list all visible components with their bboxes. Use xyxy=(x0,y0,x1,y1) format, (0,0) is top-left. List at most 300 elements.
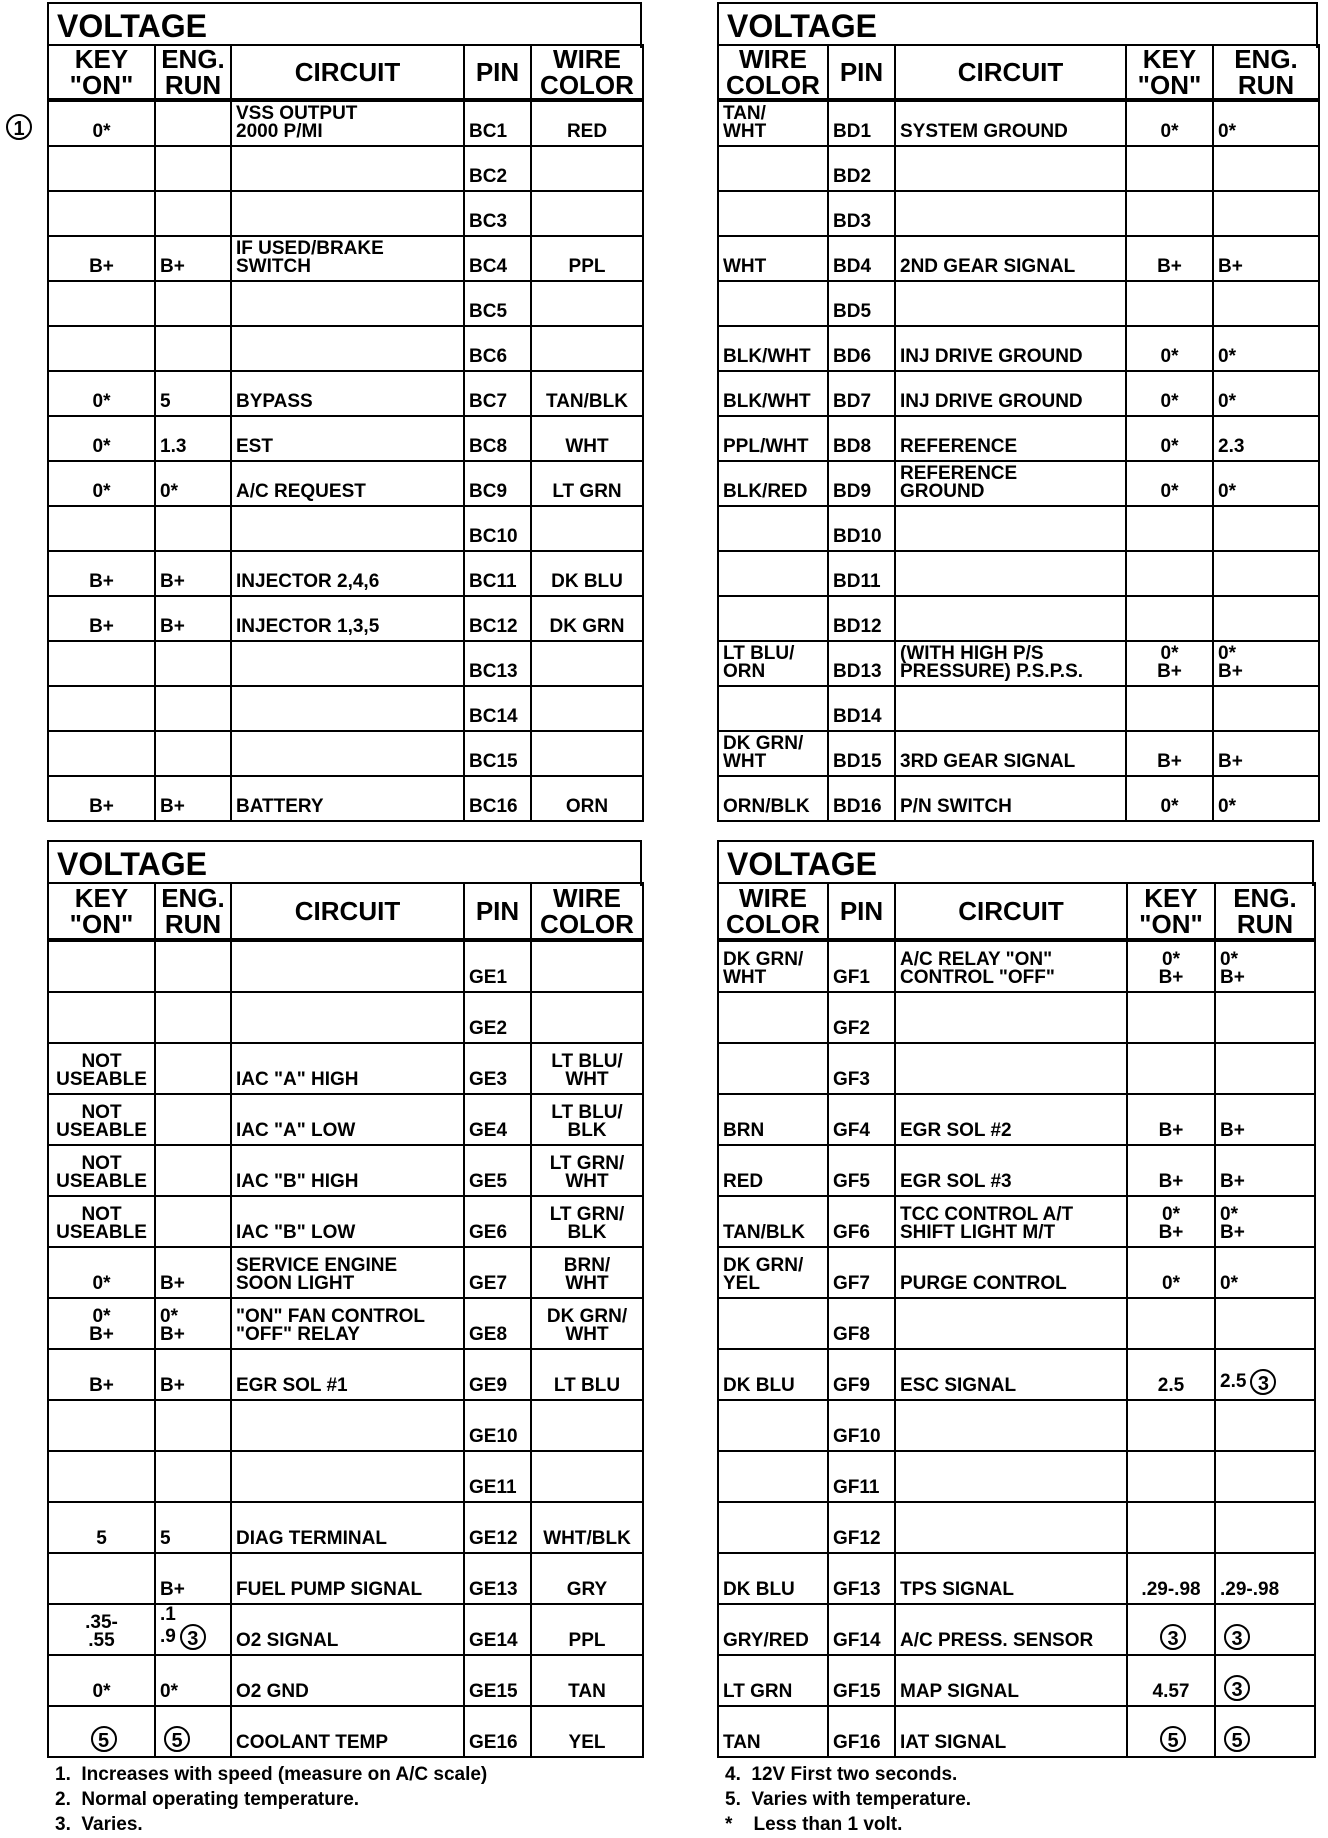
eng-run-cell xyxy=(1213,326,1319,371)
circuit-cell xyxy=(895,1247,1127,1298)
wire-color-cell xyxy=(718,281,828,326)
wire-color-cell xyxy=(718,551,828,596)
wire-color-cell xyxy=(718,1349,828,1400)
key-on-cell-text: B+ xyxy=(1158,1171,1184,1192)
key-on-cell-text: 0* B+ xyxy=(1157,643,1182,682)
pin-cell-text: GF11 xyxy=(833,1477,880,1498)
table-row xyxy=(718,1706,1315,1757)
circuit-cell-text: INJECTOR 2,4,6 xyxy=(236,571,380,592)
wire-color-cell xyxy=(531,100,643,146)
eng-run-cell-text: 0* xyxy=(160,1681,178,1702)
circled-note-icon: 5 xyxy=(1160,1726,1186,1752)
wire-color-cell xyxy=(718,596,828,641)
pin-cell xyxy=(828,506,895,551)
table-row xyxy=(718,776,1319,821)
column-header: ENG. RUN xyxy=(155,45,231,100)
eng-run-cell-text: 0* xyxy=(1220,1273,1238,1294)
wire-color-cell xyxy=(718,1451,828,1502)
circuit-cell xyxy=(895,940,1127,992)
eng-run-cell xyxy=(1213,146,1319,191)
pin-cell-text: GF5 xyxy=(833,1171,870,1192)
pin-cell-text: GF4 xyxy=(833,1120,870,1141)
table-row xyxy=(48,776,643,821)
eng-run-cell xyxy=(1215,1502,1315,1553)
pin-cell-text: BC9 xyxy=(469,481,508,502)
table-row xyxy=(48,1094,643,1145)
eng-run-cell-text: B+ xyxy=(160,1579,185,1600)
circuit-cell-text: IAC "B" HIGH xyxy=(236,1171,359,1192)
circled-note-icon: 5 xyxy=(91,1726,117,1752)
eng-run-cell-text: 0* xyxy=(1218,391,1236,412)
table-row xyxy=(718,236,1319,281)
pin-cell-text: GF15 xyxy=(833,1681,881,1702)
circuit-cell-text: EGR SOL #2 xyxy=(900,1120,1012,1141)
table-row xyxy=(48,100,643,146)
pin-cell xyxy=(828,146,895,191)
table-row xyxy=(48,1196,643,1247)
pin-cell-text: GE13 xyxy=(469,1579,518,1600)
pin-cell-text: GF10 xyxy=(833,1426,881,1447)
circuit-cell xyxy=(895,326,1126,371)
table-row xyxy=(718,1349,1315,1400)
pin-cell-text: BD14 xyxy=(833,706,882,727)
wire-color-cell xyxy=(718,1655,828,1706)
wire-color-cell-text: TAN/BLK xyxy=(723,1222,805,1243)
key-on-cell xyxy=(1126,776,1213,821)
column-header: ENG. RUN xyxy=(155,883,231,940)
pin-cell xyxy=(464,641,531,686)
pin-cell xyxy=(464,281,531,326)
key-on-cell xyxy=(1126,686,1213,731)
eng-run-cell xyxy=(155,371,231,416)
wire-color-cell xyxy=(531,1604,643,1655)
wire-color-cell xyxy=(531,236,643,281)
pin-cell-text: BC11 xyxy=(469,571,517,592)
pin-cell-text: BC10 xyxy=(469,526,518,547)
table-row xyxy=(718,1094,1315,1145)
panel-title: VOLTAGE xyxy=(47,2,642,48)
table-row xyxy=(718,1043,1315,1094)
key-on-cell xyxy=(48,940,155,992)
table-row xyxy=(48,1298,643,1349)
circuit-cell xyxy=(895,686,1126,731)
key-on-cell-text: B+ xyxy=(89,1375,114,1396)
key-on-cell xyxy=(1127,1349,1215,1400)
pin-cell xyxy=(464,1604,531,1655)
pin-cell xyxy=(464,1043,531,1094)
key-on-cell-text: 0* xyxy=(1162,1273,1180,1294)
pin-cell xyxy=(828,1298,895,1349)
key-on-cell-text: B+ xyxy=(89,616,114,637)
pin-cell xyxy=(464,1298,531,1349)
table-row xyxy=(48,1451,643,1502)
key-on-cell xyxy=(1126,461,1213,506)
eng-run-cell xyxy=(1215,1196,1315,1247)
wire-color-cell xyxy=(531,1400,643,1451)
wire-color-cell-text: BRN xyxy=(723,1120,765,1141)
circuit-cell xyxy=(231,1094,464,1145)
circuit-cell xyxy=(895,416,1126,461)
pin-table-ge xyxy=(47,882,644,1758)
eng-run-cell xyxy=(1215,1604,1315,1655)
wire-color-cell-text: LT BLU/ WHT xyxy=(551,1051,623,1090)
panel-bd xyxy=(717,2,1318,824)
key-on-cell-text: 5 xyxy=(96,1528,107,1549)
pin-cell-text: BD16 xyxy=(833,796,882,817)
table-row xyxy=(718,416,1319,461)
key-on-cell-text: 0* xyxy=(92,1273,111,1294)
eng-run-cell xyxy=(155,1451,231,1502)
eng-run-cell xyxy=(1213,191,1319,236)
pin-cell xyxy=(464,1400,531,1451)
wire-color-cell xyxy=(531,461,643,506)
pin-cell xyxy=(464,371,531,416)
eng-run-cell-text: B+ xyxy=(1218,256,1243,277)
eng-run-cell xyxy=(155,1400,231,1451)
pin-cell-text: GF3 xyxy=(833,1069,870,1090)
pin-cell xyxy=(464,146,531,191)
key-on-cell-text: 4.57 xyxy=(1152,1681,1190,1702)
circuit-cell-text: IF USED/BRAKE SWITCH xyxy=(236,238,384,277)
pin-cell xyxy=(464,551,531,596)
pin-cell xyxy=(828,191,895,236)
pin-cell-text: BC14 xyxy=(469,706,518,727)
column-header: PIN xyxy=(828,45,895,100)
key-on-cell xyxy=(1127,1298,1215,1349)
wire-color-cell-text: DK BLU xyxy=(723,1375,795,1396)
circled-number-icon: 1 xyxy=(6,114,32,140)
pin-cell xyxy=(828,686,895,731)
wire-color-cell xyxy=(718,940,828,992)
column-header: KEY "ON" xyxy=(48,883,155,940)
pin-cell xyxy=(828,596,895,641)
table-row xyxy=(718,1298,1315,1349)
key-on-cell-text: 0* xyxy=(1160,121,1179,142)
pin-cell-text: BC3 xyxy=(469,211,508,232)
wire-color-cell xyxy=(718,731,828,776)
column-header: CIRCUIT xyxy=(895,45,1126,100)
pin-cell-text: BD5 xyxy=(833,301,872,322)
key-on-cell-text: 0* B+ xyxy=(1158,1204,1184,1243)
wire-color-cell xyxy=(718,326,828,371)
table-row xyxy=(718,371,1319,416)
key-on-cell-text: 0* xyxy=(92,1681,111,1702)
eng-run-cell-text: 0* xyxy=(1218,346,1236,367)
wire-color-cell xyxy=(718,191,828,236)
eng-run-cell xyxy=(1215,1094,1315,1145)
eng-run-cell xyxy=(1215,1043,1315,1094)
pin-cell-text: BC6 xyxy=(469,346,508,367)
circuit-cell xyxy=(231,731,464,776)
circuit-cell xyxy=(895,1298,1127,1349)
key-on-cell xyxy=(1126,281,1213,326)
circuit-cell-text: INJ DRIVE GROUND xyxy=(900,391,1083,412)
wire-color-cell xyxy=(531,1196,643,1247)
wire-color-cell xyxy=(531,1451,643,1502)
column-header: PIN xyxy=(464,883,531,940)
table-row xyxy=(48,1349,643,1400)
column-header-row xyxy=(48,45,643,100)
note-line: * Less than 1 volt. xyxy=(725,1814,903,1835)
pin-cell xyxy=(464,686,531,731)
circuit-cell-text: IAC "A" HIGH xyxy=(236,1069,359,1090)
pin-cell xyxy=(828,1400,895,1451)
wire-color-cell xyxy=(718,506,828,551)
key-on-cell xyxy=(48,1043,155,1094)
wire-color-cell-text: WHT xyxy=(723,256,767,277)
wire-color-cell xyxy=(531,1247,643,1298)
notes-right xyxy=(725,1762,971,1837)
circuit-cell xyxy=(895,506,1126,551)
panel-gf xyxy=(717,840,1314,1752)
circuit-cell-text: PURGE CONTROL xyxy=(900,1273,1067,1294)
wire-color-cell xyxy=(718,461,828,506)
eng-run-cell xyxy=(155,326,231,371)
wire-color-cell xyxy=(531,191,643,236)
circuit-cell-text: SERVICE ENGINE SOON LIGHT xyxy=(236,1255,398,1294)
table-row xyxy=(718,686,1319,731)
note-line: 5. Varies with temperature. xyxy=(725,1789,972,1810)
pin-cell-text: BC4 xyxy=(469,256,508,277)
key-on-cell-text: 2.5 xyxy=(1157,1375,1185,1396)
pin-cell xyxy=(828,1655,895,1706)
wire-color-cell xyxy=(531,1706,643,1757)
eng-run-cell xyxy=(1213,596,1319,641)
circled-note-icon: 3 xyxy=(180,1624,206,1650)
wire-color-cell-text: TAN xyxy=(723,1732,761,1753)
eng-run-cell-text: B+ xyxy=(160,1375,185,1396)
eng-run-cell xyxy=(155,1298,231,1349)
table-row xyxy=(718,1400,1315,1451)
circuit-cell xyxy=(231,1349,464,1400)
table-row xyxy=(48,1655,643,1706)
wire-color-cell xyxy=(531,1298,643,1349)
circuit-cell xyxy=(231,1604,464,1655)
eng-run-cell-text: B+ xyxy=(160,256,185,277)
pin-cell xyxy=(464,731,531,776)
eng-run-cell xyxy=(1215,1400,1315,1451)
table-row xyxy=(48,506,643,551)
wire-color-cell-text: GRY xyxy=(566,1579,608,1600)
wire-color-cell-text: WHT/BLK xyxy=(543,1528,631,1549)
circuit-cell-text: 3RD GEAR SIGNAL xyxy=(900,751,1076,772)
circuit-cell xyxy=(231,1196,464,1247)
wire-color-cell-text: DK GRN/ YEL xyxy=(723,1255,804,1294)
panel-title: VOLTAGE xyxy=(47,840,642,886)
circuit-cell-text: P/N SWITCH xyxy=(900,796,1012,817)
eng-run-cell-text: B+ xyxy=(1220,1171,1245,1192)
eng-run-cell xyxy=(1215,1145,1315,1196)
key-on-cell xyxy=(1127,940,1215,992)
pin-table-bc xyxy=(47,44,644,822)
table-row xyxy=(718,596,1319,641)
circuit-cell xyxy=(895,1094,1127,1145)
wire-color-cell xyxy=(718,1604,828,1655)
column-header: KEY "ON" xyxy=(1126,45,1213,100)
pin-cell xyxy=(464,416,531,461)
eng-run-cell-text: 2.5 xyxy=(1220,1371,1247,1393)
pin-cell-text: GF6 xyxy=(833,1222,870,1243)
pin-cell xyxy=(828,1145,895,1196)
eng-run-cell-text: 0* B+ xyxy=(1218,643,1243,682)
wire-color-cell xyxy=(531,1094,643,1145)
key-on-cell xyxy=(1126,641,1213,686)
circuit-cell-text: MAP SIGNAL xyxy=(900,1681,1019,1702)
table-row xyxy=(718,1196,1315,1247)
pin-cell xyxy=(464,1349,531,1400)
wire-color-cell xyxy=(531,416,643,461)
eng-run-cell xyxy=(155,1196,231,1247)
key-on-cell-text: NOT USEABLE xyxy=(56,1051,147,1090)
pin-cell-text: GF8 xyxy=(833,1324,870,1345)
circuit-cell xyxy=(231,506,464,551)
wire-color-cell xyxy=(718,1400,828,1451)
pin-cell-text: GE9 xyxy=(469,1375,508,1396)
column-header: CIRCUIT xyxy=(231,883,464,940)
circuit-cell-text: BATTERY xyxy=(236,796,324,817)
key-on-cell xyxy=(48,1706,155,1757)
wire-color-cell xyxy=(531,1145,643,1196)
pin-cell-text: GE10 xyxy=(469,1426,518,1447)
table-row xyxy=(48,1553,643,1604)
table-row xyxy=(48,461,643,506)
key-on-cell xyxy=(48,641,155,686)
pin-cell xyxy=(464,1247,531,1298)
wire-color-cell-text: DK BLU xyxy=(551,571,623,592)
wire-color-cell-text: PPL/WHT xyxy=(723,436,809,457)
table-row xyxy=(48,416,643,461)
circuit-cell xyxy=(895,1349,1127,1400)
table-row xyxy=(48,326,643,371)
key-on-cell xyxy=(1127,1502,1215,1553)
wire-color-cell xyxy=(531,146,643,191)
circuit-cell-text: O2 SIGNAL xyxy=(236,1630,339,1651)
key-on-cell xyxy=(1127,1553,1215,1604)
note-line: 1. Increases with speed (measure on A/C scale) xyxy=(55,1764,488,1785)
wire-color-cell xyxy=(531,326,643,371)
circuit-cell xyxy=(895,641,1126,686)
eng-run-cell-text: 0* xyxy=(1218,121,1236,142)
wire-color-cell xyxy=(531,1349,643,1400)
circuit-cell xyxy=(895,731,1126,776)
key-on-cell xyxy=(48,1451,155,1502)
pin-cell xyxy=(828,1349,895,1400)
eng-run-cell xyxy=(1215,1247,1315,1298)
pin-cell xyxy=(828,1604,895,1655)
column-header: PIN xyxy=(464,45,531,100)
circuit-cell-text: EST xyxy=(236,436,273,457)
eng-run-cell-text: B+ xyxy=(160,796,185,817)
circuit-cell-text: INJECTOR 1,3,5 xyxy=(236,616,380,637)
wire-color-cell xyxy=(718,100,828,146)
circuit-cell-text: REFERENCE GROUND xyxy=(900,463,1018,502)
pin-cell-text: GF13 xyxy=(833,1579,881,1600)
circuit-cell xyxy=(231,940,464,992)
eng-run-cell xyxy=(1213,281,1319,326)
circuit-cell xyxy=(231,1400,464,1451)
table-row xyxy=(48,146,643,191)
wire-color-cell xyxy=(718,1298,828,1349)
circuit-cell-text: A/C RELAY "ON" CONTROL "OFF" xyxy=(900,949,1055,988)
circuit-cell-text: TCC CONTROL A/T SHIFT LIGHT M/T xyxy=(900,1204,1074,1243)
key-on-cell xyxy=(48,416,155,461)
eng-run-cell xyxy=(155,1094,231,1145)
circuit-cell xyxy=(895,1196,1127,1247)
key-on-cell-text: 0* xyxy=(1160,346,1179,367)
eng-run-cell xyxy=(1213,776,1319,821)
eng-run-cell xyxy=(155,1043,231,1094)
pin-cell-text: GE1 xyxy=(469,967,508,988)
pin-cell-text: BD3 xyxy=(833,211,872,232)
key-on-cell xyxy=(48,1604,155,1655)
key-on-cell-text: NOT USEABLE xyxy=(56,1102,147,1141)
wire-color-cell xyxy=(718,1706,828,1757)
wire-color-cell-text: DK GRN/ WHT xyxy=(723,733,804,772)
circuit-cell-text: IAT SIGNAL xyxy=(900,1732,1007,1753)
key-on-cell xyxy=(1127,1145,1215,1196)
eng-run-cell-text: 0* xyxy=(160,481,178,502)
circuit-cell xyxy=(895,776,1126,821)
key-on-cell xyxy=(48,776,155,821)
pin-cell-text: GF9 xyxy=(833,1375,870,1396)
wire-color-cell xyxy=(718,371,828,416)
wire-color-cell xyxy=(531,281,643,326)
table-row xyxy=(48,1400,643,1451)
wire-color-cell xyxy=(718,776,828,821)
key-on-cell xyxy=(48,191,155,236)
column-header-row xyxy=(48,883,643,940)
circuit-cell xyxy=(231,641,464,686)
eng-run-cell-text: B+ xyxy=(160,571,185,592)
key-on-cell xyxy=(48,1145,155,1196)
pin-cell-text: GE8 xyxy=(469,1324,508,1345)
table-row xyxy=(718,326,1319,371)
wire-color-cell-text: RED xyxy=(723,1171,764,1192)
wire-color-cell xyxy=(531,1655,643,1706)
circuit-cell-text: IAC "B" LOW xyxy=(236,1222,356,1243)
key-on-cell xyxy=(1127,1247,1215,1298)
table-row xyxy=(718,100,1319,146)
key-on-cell-text: NOT USEABLE xyxy=(56,1153,147,1192)
wire-color-cell-text: RED xyxy=(566,121,608,142)
pin-cell xyxy=(828,100,895,146)
wire-color-cell-text: BLK/WHT xyxy=(723,391,811,412)
eng-run-cell-text: 0* B+ xyxy=(160,1306,185,1345)
key-on-cell xyxy=(48,371,155,416)
pin-table-gf xyxy=(717,882,1316,1758)
wire-color-cell-text: LT GRN/ WHT xyxy=(549,1153,625,1192)
circuit-cell xyxy=(895,992,1127,1043)
pin-cell-text: GE7 xyxy=(469,1273,508,1294)
circuit-cell xyxy=(231,416,464,461)
note-line: 4. 12V First two seconds. xyxy=(725,1764,958,1785)
pin-cell-text: GE2 xyxy=(469,1018,508,1039)
circuit-cell xyxy=(231,1655,464,1706)
eng-run-cell-text: 2.3 xyxy=(1218,436,1245,457)
pin-cell-text: BC16 xyxy=(469,796,518,817)
table-row xyxy=(718,281,1319,326)
wire-color-cell-text: LT BLU/ BLK xyxy=(551,1102,623,1141)
wire-color-cell xyxy=(531,641,643,686)
eng-run-cell xyxy=(1213,236,1319,281)
pin-cell xyxy=(464,100,531,146)
circuit-cell-text: 2ND GEAR SIGNAL xyxy=(900,256,1076,277)
pin-cell-text: BD4 xyxy=(833,256,872,277)
circuit-cell-text: BYPASS xyxy=(236,391,313,412)
pin-cell xyxy=(464,1145,531,1196)
table-row xyxy=(48,191,643,236)
eng-run-cell-text: 0* B+ xyxy=(1220,1204,1245,1243)
